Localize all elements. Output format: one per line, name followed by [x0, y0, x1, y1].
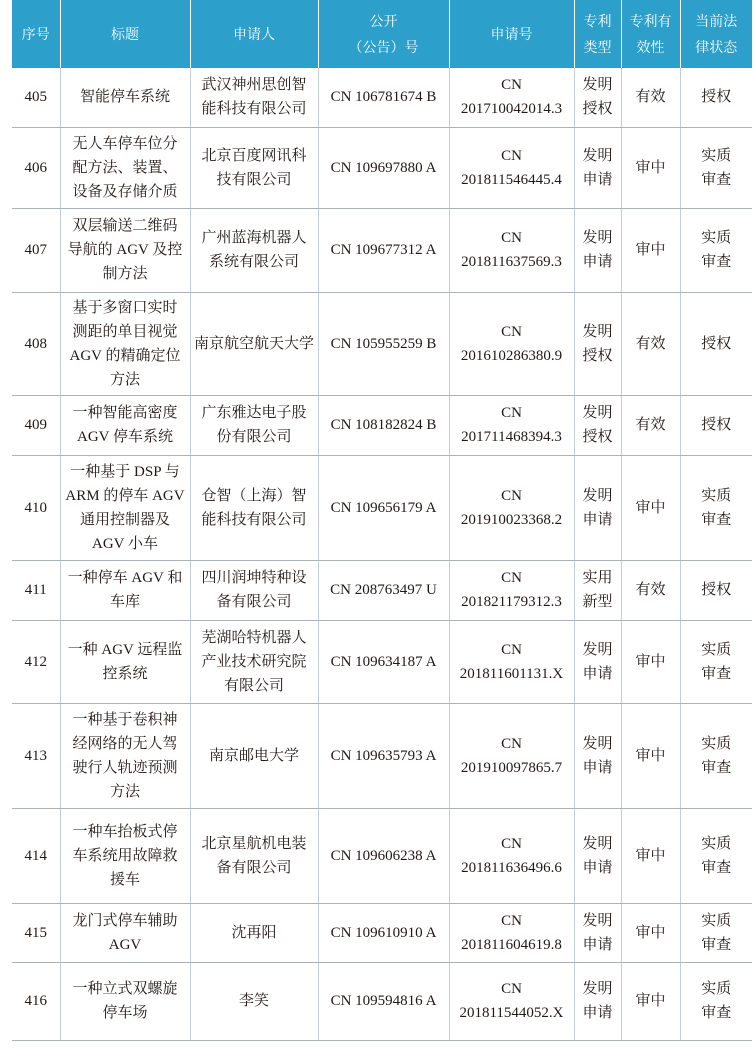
cell-patent-validity: 审中 [621, 208, 680, 292]
cell-applicant: 武汉神州思创智 能科技有限公司 [190, 68, 318, 127]
cell-serial-number: 414 [12, 808, 60, 903]
cell-patent-title: 一种基于 DSP 与 ARM 的停车 AGV 通用控制器及 AGV 小车 [60, 455, 190, 560]
cell-legal-status: 实质 审查 [680, 208, 752, 292]
cell-patent-validity: 审中 [621, 962, 680, 1040]
cell-legal-status: 实质 审查 [680, 703, 752, 808]
cell-applicant: 仓智（上海）智 能科技有限公司 [190, 455, 318, 560]
table-row [12, 808, 752, 903]
table-row [12, 395, 752, 455]
cell-serial-number: 405 [12, 68, 60, 127]
cell-applicant: 芜湖哈特机器人 产业技术研究院 有限公司 [190, 620, 318, 703]
cell-serial-number: 409 [12, 395, 60, 455]
cell-serial-number: 411 [12, 560, 60, 620]
table-header [12, 0, 752, 68]
table-row [12, 560, 752, 620]
cell-patent-type: 发明 授权 [574, 395, 621, 455]
cell-applicant: 四川润坤特种设 备有限公司 [190, 560, 318, 620]
cell-applicant: 广州蓝海机器人 系统有限公司 [190, 208, 318, 292]
cell-application-number: CN 201811601131.X [449, 620, 574, 703]
table-row [12, 127, 752, 208]
cell-applicant: 北京星航机电装 备有限公司 [190, 808, 318, 903]
cell-applicant: 李笑 [190, 962, 318, 1040]
header-patent-title: 标题 [60, 0, 190, 68]
cell-patent-validity: 审中 [621, 127, 680, 208]
cell-applicant: 南京航空航天大学 [190, 292, 318, 395]
cell-application-number: CN 201821179312.3 [449, 560, 574, 620]
cell-patent-title: 智能停车系统 [60, 68, 190, 127]
cell-legal-status: 实质 审查 [680, 903, 752, 962]
cell-publication-number: CN 109634187 A [318, 620, 449, 703]
cell-legal-status: 实质 审查 [680, 620, 752, 703]
cell-patent-title: 一种智能高密度 AGV 停车系统 [60, 395, 190, 455]
cell-publication-number: CN 109594816 A [318, 962, 449, 1040]
cell-patent-type: 发明 授权 [574, 292, 621, 395]
cell-patent-type: 发明 申请 [574, 903, 621, 962]
header-patent-type: 专利 类型 [574, 0, 621, 68]
cell-serial-number: 415 [12, 903, 60, 962]
cell-serial-number: 406 [12, 127, 60, 208]
cell-patent-validity: 审中 [621, 808, 680, 903]
cell-patent-title: 一种基于卷积神 经网络的无人驾 驶行人轨迹预测 方法 [60, 703, 190, 808]
cell-legal-status: 实质 审查 [680, 962, 752, 1040]
header-patent-validity: 专利有 效性 [621, 0, 680, 68]
cell-publication-number: CN 109606238 A [318, 808, 449, 903]
table-row [12, 903, 752, 962]
cell-patent-validity: 审中 [621, 903, 680, 962]
header-applicant: 申请人 [190, 0, 318, 68]
table-body [12, 68, 752, 1040]
cell-patent-validity: 有效 [621, 68, 680, 127]
cell-patent-type: 发明 申请 [574, 808, 621, 903]
cell-patent-validity: 有效 [621, 292, 680, 395]
cell-serial-number: 412 [12, 620, 60, 703]
header-row [12, 0, 752, 68]
table-row [12, 962, 752, 1040]
header-application-number: 申请号 [449, 0, 574, 68]
table-row [12, 703, 752, 808]
cell-patent-title: 一种停车 AGV 和 车库 [60, 560, 190, 620]
cell-patent-title: 一种 AGV 远程监 控系统 [60, 620, 190, 703]
cell-patent-title: 双层输送二维码 导航的 AGV 及控 制方法 [60, 208, 190, 292]
cell-applicant: 沈再阳 [190, 903, 318, 962]
cell-patent-validity: 审中 [621, 703, 680, 808]
cell-application-number: CN 201910097865.7 [449, 703, 574, 808]
cell-legal-status: 实质 审查 [680, 127, 752, 208]
cell-patent-title: 无人车停车位分 配方法、装置、 设备及存储介质 [60, 127, 190, 208]
cell-patent-type: 发明 授权 [574, 68, 621, 127]
cell-legal-status: 授权 [680, 560, 752, 620]
cell-serial-number: 407 [12, 208, 60, 292]
cell-patent-title: 一种车抬板式停 车系统用故障救 援车 [60, 808, 190, 903]
cell-patent-title: 一种立式双螺旋 停车场 [60, 962, 190, 1040]
cell-publication-number: CN 208763497 U [318, 560, 449, 620]
patent-table [12, 0, 752, 1041]
cell-patent-type: 发明 申请 [574, 208, 621, 292]
cell-publication-number: CN 109677312 A [318, 208, 449, 292]
cell-serial-number: 408 [12, 292, 60, 395]
cell-patent-title: 龙门式停车辅助 AGV [60, 903, 190, 962]
cell-application-number: CN 201910023368.2 [449, 455, 574, 560]
cell-publication-number: CN 109610910 A [318, 903, 449, 962]
cell-application-number: CN 201811546445.4 [449, 127, 574, 208]
cell-publication-number: CN 109656179 A [318, 455, 449, 560]
cell-patent-validity: 有效 [621, 395, 680, 455]
cell-applicant: 南京邮电大学 [190, 703, 318, 808]
cell-legal-status: 授权 [680, 292, 752, 395]
cell-legal-status: 授权 [680, 68, 752, 127]
table-row [12, 68, 752, 127]
cell-publication-number: CN 109635793 A [318, 703, 449, 808]
cell-publication-number: CN 105955259 B [318, 292, 449, 395]
cell-applicant: 广东雅达电子股 份有限公司 [190, 395, 318, 455]
table-row [12, 455, 752, 560]
cell-application-number: CN 201811544052.X [449, 962, 574, 1040]
cell-application-number: CN 201811637569.3 [449, 208, 574, 292]
cell-publication-number: CN 109697880 A [318, 127, 449, 208]
cell-application-number: CN 201811604619.8 [449, 903, 574, 962]
header-serial-number: 序号 [21, 26, 50, 42]
cell-legal-status: 授权 [680, 395, 752, 455]
cell-application-number: CN 201811636496.6 [449, 808, 574, 903]
cell-patent-validity: 审中 [621, 455, 680, 560]
cell-patent-type: 发明 申请 [574, 127, 621, 208]
cell-patent-type: 发明 申请 [574, 455, 621, 560]
cell-application-number: CN 201711468394.3 [449, 395, 574, 455]
cell-serial-number: 410 [12, 455, 60, 560]
cell-patent-validity: 审中 [621, 620, 680, 703]
cell-patent-type: 实用 新型 [574, 560, 621, 620]
cell-legal-status: 实质 审查 [680, 455, 752, 560]
table-row [12, 620, 752, 703]
cell-serial-number: 413 [12, 703, 60, 808]
cell-patent-validity: 有效 [621, 560, 680, 620]
cell-publication-number: CN 108182824 B [318, 395, 449, 455]
header-publication-number: 公开 （公告）号 [318, 0, 449, 68]
cell-applicant: 北京百度网讯科 技有限公司 [190, 127, 318, 208]
cell-patent-type: 发明 申请 [574, 620, 621, 703]
cell-legal-status: 实质 审查 [680, 808, 752, 903]
cell-publication-number: CN 106781674 B [318, 68, 449, 127]
cell-patent-type: 发明 申请 [574, 703, 621, 808]
cell-application-number: CN 201610286380.9 [449, 292, 574, 395]
cell-patent-title: 基于多窗口实时 测距的单目视觉 AGV 的精确定位 方法 [60, 292, 190, 395]
cell-serial-number: 416 [12, 962, 60, 1040]
cell-patent-type: 发明 申请 [574, 962, 621, 1040]
cell-application-number: CN 201710042014.3 [449, 68, 574, 127]
header-legal-status: 当前法 律状态 [680, 0, 752, 68]
table-row [12, 292, 752, 395]
table-row [12, 208, 752, 292]
